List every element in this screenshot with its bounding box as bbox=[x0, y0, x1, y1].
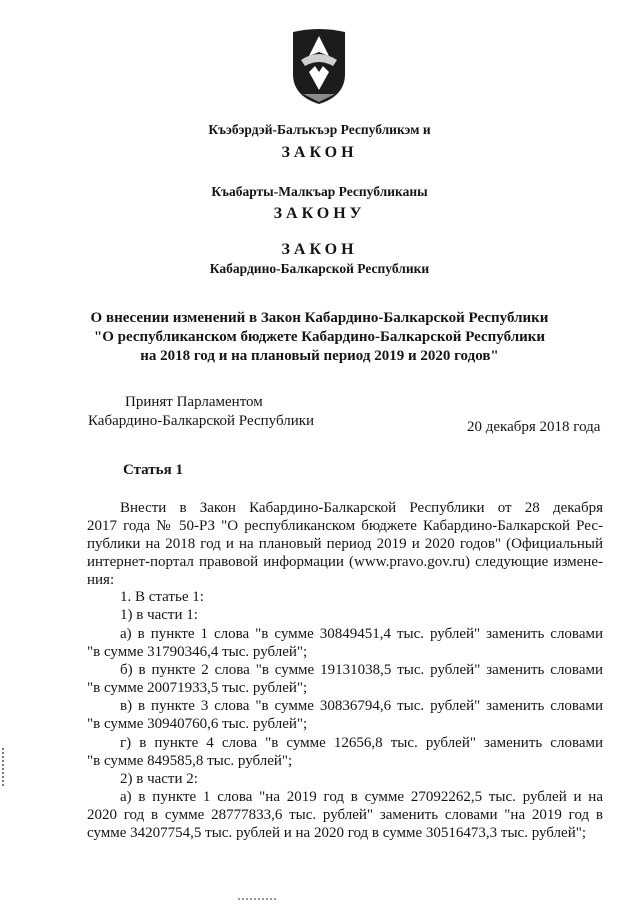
adoption-date: 20 декабря 2018 года bbox=[467, 419, 601, 435]
article-line: а) в пункте 1 слова "на 2019 год в сумме 27092262,5 тыс. рублей и на bbox=[120, 789, 603, 805]
article-line: 2020 год в сумме 28777833,6 тыс. рублей" заменить словами "на 2019 год в bbox=[87, 807, 603, 823]
law-title-line-3: на 2018 год и на плановый период 2019 и 2020 годов" bbox=[140, 348, 499, 364]
russian-republic-line: Кабардино-Балкарской Республики bbox=[209, 261, 430, 276]
scan-margin-mark bbox=[2, 748, 7, 786]
article-line: сумме 34207754,5 тыс. рублей и на 2020 год в сумме 30516473,3 тыс. рублей"; bbox=[87, 825, 587, 841]
article-line: а) в пункте 1 слова "в сумме 30849451,4 тыс. рублей" заменить словами bbox=[120, 626, 603, 642]
adopted-by-line-1: Принят Парламентом bbox=[125, 394, 263, 410]
article-line: 1. В статье 1: bbox=[120, 589, 204, 605]
article-line: в) в пункте 3 слова "в сумме 30836794,6 тыс. рублей" заменить словами bbox=[120, 698, 603, 714]
article-line: "в сумме 31790346,4 тыс. рублей"; bbox=[87, 644, 308, 660]
balkar-republic-line: Къабарты-Малкъар Республиканы bbox=[211, 184, 428, 199]
article-line: 2017 года № 50-РЗ "О республиканском бюджете Кабардино-Балкарской Рес- bbox=[87, 518, 603, 534]
article-heading: Статья 1 bbox=[123, 462, 183, 478]
russian-law-word: ЗАКОН bbox=[281, 241, 358, 258]
kabardian-law-word: ЗАКОН bbox=[281, 144, 358, 161]
coat-of-arms-emblem bbox=[289, 26, 349, 106]
article-line: "в сумме 20071933,5 тыс. рублей"; bbox=[87, 680, 308, 696]
article-line: 2) в части 2: bbox=[120, 771, 198, 787]
balkar-law-word: ЗАКОНУ bbox=[273, 205, 366, 222]
article-line: публики на 2018 год и на плановый период 2019 и 2020 годов" (Официальный bbox=[87, 536, 603, 552]
article-line: интернет-портал правовой информации (www.pravo.gov.ru) следующие измене- bbox=[87, 554, 603, 570]
adopted-by-line-2: Кабардино-Балкарской Республики bbox=[88, 413, 315, 429]
law-title-line-2: "О республиканском бюджете Кабардино-Балкарской Республики bbox=[93, 329, 546, 345]
article-line: Внести в Закон Кабардино-Балкарской Республики от 28 декабря bbox=[120, 500, 603, 516]
article-line: ния: bbox=[87, 572, 115, 588]
scan-bottom-mark bbox=[238, 898, 276, 903]
article-line: г) в пункте 4 слова "в сумме 12656,8 тыс. рублей" заменить словами bbox=[120, 735, 603, 751]
article-line: б) в пункте 2 слова "в сумме 19131038,5 тыс. рублей" заменить словами bbox=[120, 662, 603, 678]
law-title-line-1: О внесении изменений в Закон Кабардино-Балкарской Республики bbox=[90, 310, 549, 326]
article-line: 1) в части 1: bbox=[120, 607, 198, 623]
article-line: "в сумме 30940760,6 тыс. рублей"; bbox=[87, 716, 308, 732]
article-line: "в сумме 849585,8 тыс. рублей"; bbox=[87, 753, 293, 769]
kabardian-republic-line: Къэбэрдэй-Балъкъэр Республикэм и bbox=[208, 122, 431, 137]
